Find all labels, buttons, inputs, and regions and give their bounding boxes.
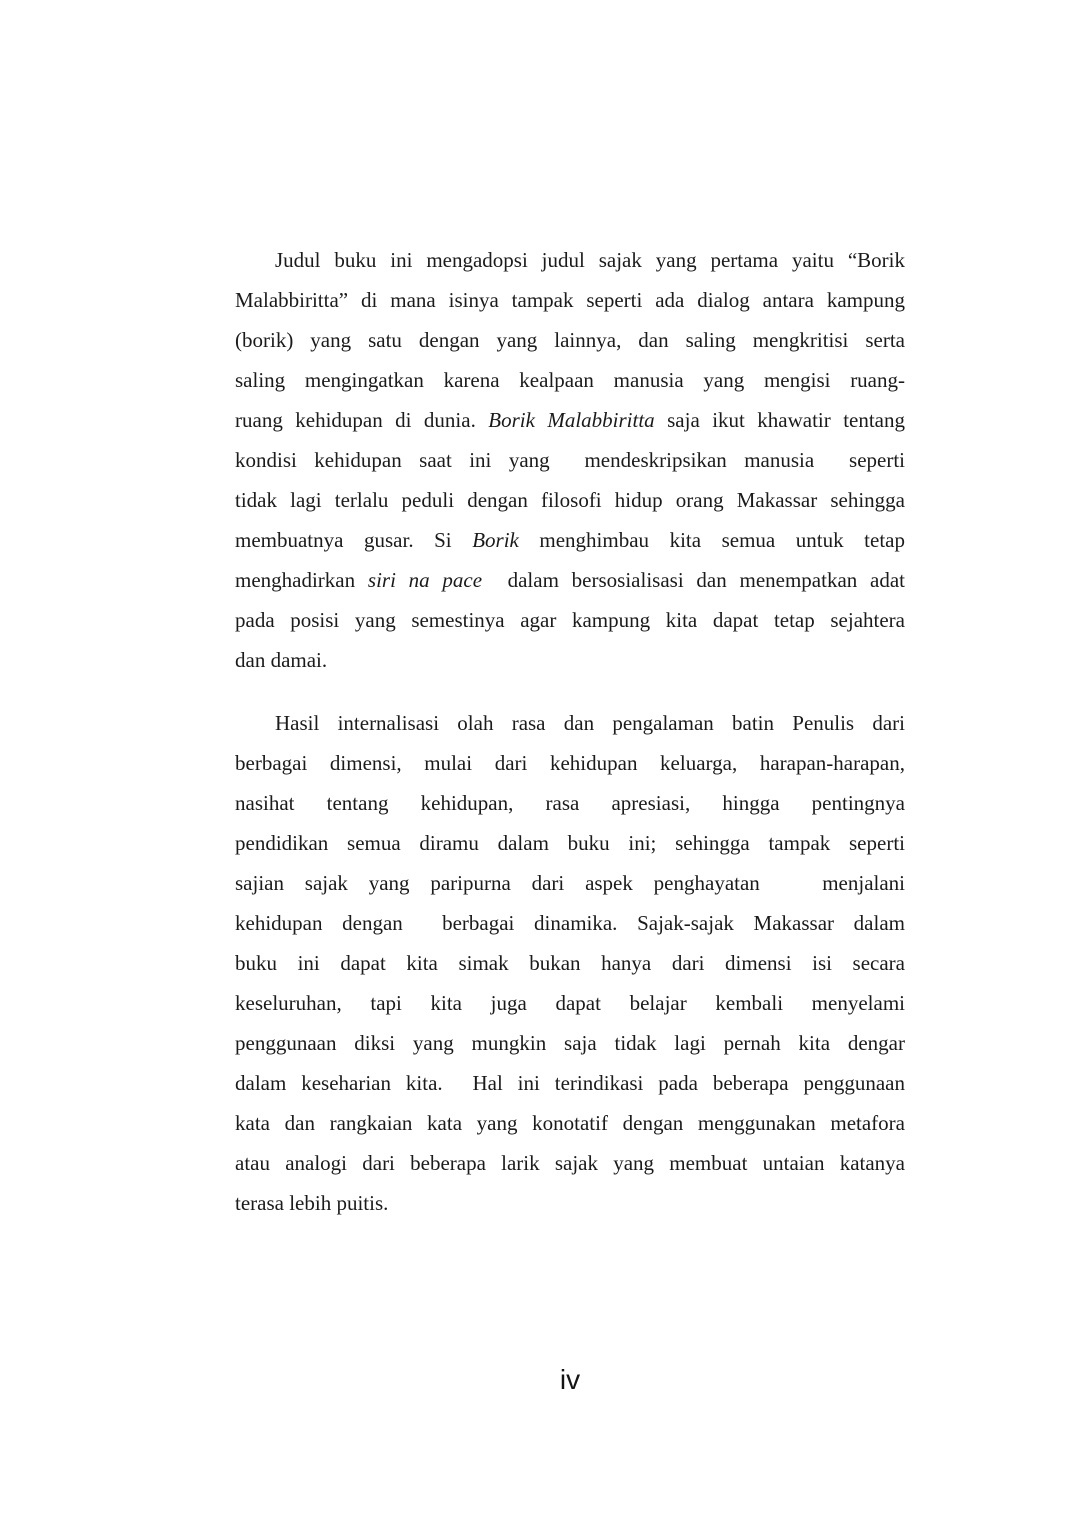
text-segment: dan damai. — [235, 648, 328, 672]
text-line — [235, 1023, 905, 1063]
text-segment: membuatnya gusar. Si — [235, 528, 473, 552]
text-segment: buku ini dapat kita simak bukan hanya dari dimensi isi secara — [235, 951, 905, 975]
text-line — [235, 823, 905, 863]
text-line — [235, 1183, 905, 1223]
body-text — [235, 240, 905, 1223]
text-segment-italic: Borik Malabbiritta — [488, 408, 655, 432]
text-segment: (borik) yang satu dengan yang lainnya, dan saling mengkritisi serta — [235, 328, 905, 352]
text-line — [235, 1063, 905, 1103]
text-line — [235, 600, 905, 640]
text-segment: terasa lebih puitis. — [235, 1191, 389, 1215]
text-segment: keseluruhan, tapi kita juga dapat belajar kembali menyelami — [235, 991, 905, 1015]
text-segment: pada posisi yang semestinya agar kampung kita dapat tetap sejahtera — [235, 608, 905, 632]
text-line — [235, 863, 905, 903]
text-segment: Malabbiritta” di mana isinya tampak seperti ada dialog antara kampung — [235, 288, 905, 312]
text-line — [235, 480, 905, 520]
text-segment: Judul buku ini mengadopsi judul sajak yang pertama yaitu “Borik — [275, 248, 905, 272]
text-line — [235, 440, 905, 480]
text-segment: saja ikut khawatir tentang — [654, 408, 905, 432]
text-line — [235, 903, 905, 943]
paragraph — [235, 240, 905, 680]
page-number: iv — [559, 1364, 581, 1395]
text-segment: penggunaan diksi yang mungkin saja tidak lagi pernah kita dengar — [235, 1031, 905, 1055]
text-segment: pendidikan semua diramu dalam buku ini; sehingga tampak seperti — [235, 831, 905, 855]
text-segment: menghadirkan — [235, 568, 368, 592]
text-segment: kata dan rangkaian kata yang konotatif dengan menggunakan metafora — [235, 1111, 905, 1135]
text-line — [235, 360, 905, 400]
text-segment: kehidupan dengan berbagai dinamika. Sajak-sajak Makassar dalam — [235, 911, 905, 935]
text-line — [235, 983, 905, 1023]
text-segment: kondisi kehidupan saat ini yang mendeskripsikan manusia seperti — [235, 448, 905, 472]
text-segment: ruang kehidupan di dunia. — [235, 408, 489, 432]
text-line — [235, 520, 905, 560]
text-line — [235, 240, 905, 280]
text-line — [235, 1103, 905, 1143]
text-line — [235, 400, 905, 440]
text-line — [235, 320, 905, 360]
text-line — [235, 1143, 905, 1183]
text-segment: sajian sajak yang paripurna dari aspek penghayatan menjalani — [235, 871, 905, 895]
text-segment: atau analogi dari beberapa larik sajak yang membuat untaian katanya — [235, 1151, 905, 1175]
text-segment: tidak lagi terlalu peduli dengan filosofi hidup orang Makassar sehingga — [235, 488, 905, 512]
paragraph — [235, 703, 905, 1223]
text-segment: berbagai dimensi, mulai dari kehidupan keluarga, harapan-harapan, — [235, 751, 905, 775]
text-segment: nasihat tentang kehidupan, rasa apresiasi, hingga pentingnya — [235, 791, 905, 815]
text-segment-italic: Borik — [472, 528, 519, 552]
text-segment: dalam keseharian kita. Hal ini terindikasi pada beberapa penggunaan — [235, 1071, 905, 1095]
text-segment: dalam bersosialisasi dan menempatkan adat — [482, 568, 906, 592]
text-segment: saling mengingatkan karena kealpaan manusia yang mengisi ruang- — [235, 368, 905, 392]
text-line — [235, 560, 905, 600]
text-line — [235, 640, 905, 680]
text-segment-italic: siri na pace — [367, 568, 483, 592]
text-line — [235, 783, 905, 823]
text-segment: menghimbau kita semua untuk tetap — [518, 528, 905, 552]
text-line — [235, 280, 905, 320]
text-line — [235, 703, 905, 743]
text-line — [235, 743, 905, 783]
text-segment: Hasil internalisasi olah rasa dan pengalaman batin Penulis dari — [275, 711, 905, 735]
text-line — [235, 943, 905, 983]
